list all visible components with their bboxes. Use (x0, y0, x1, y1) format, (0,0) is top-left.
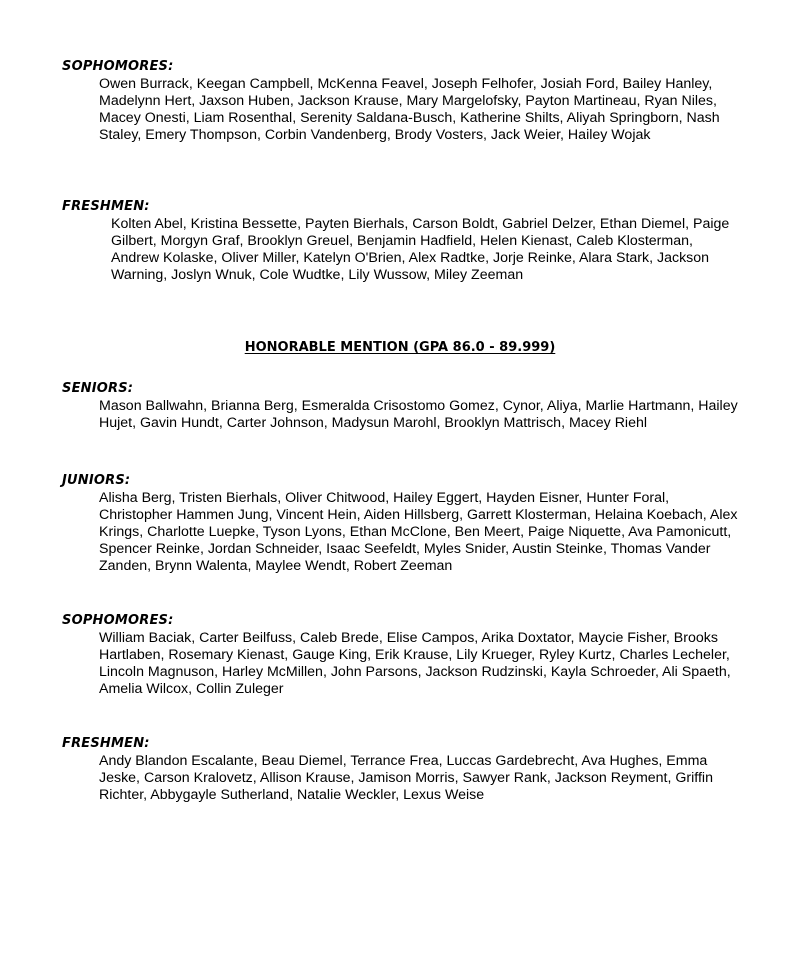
section-heading: FRESHMEN: (62, 199, 150, 214)
student-names-list: Kolten Abel, Kristina Bessette, Payten Bierhals, Carson Boldt, Gabriel Delzer, Ethan Diemel, Paige Gilbert, Morgyn Graf, Brooklyn Greuel, Benjamin Hadfield, Helen Kienast, Caleb Klosterman, Andrew Kolaske, Oliver Miller, Katelyn O'Brien, Alex Radtke, Jorje Reinke, Alara Stark, Jackson Warning, Joslyn Wnuk, Cole Wudtke, Lily Wussow, Miley Zeeman (111, 216, 730, 283)
sophomores-section (62, 613, 752, 698)
freshmen-section (62, 199, 752, 284)
section-heading: SENIORS: (62, 381, 134, 396)
student-names-list: Mason Ballwahn, Brianna Berg, Esmeralda Crisostomo Gomez, Cynor, Aliya, Marlie Hartmann, Hailey Hujet, Gavin Hundt, Carter Johnson, Madysun Marohl, Brooklyn Mattrisch, Macey Riehl (99, 398, 738, 431)
student-names-list: William Baciak, Carter Beilfuss, Caleb Brede, Elise Campos, Arika Doxtator, Maycie Fisher, Brooks Hartlaben, Rosemary Kienast, Gauge King, Erik Krause, Lily Krueger, Ryley Kurtz, Charles Lecheler, Lincoln Magnuson, Harley McMillen, John Parsons, Jackson Rudzinski, Kayla Schroeder, Ali Spaeth, Amelia Wilcox, Collin Zuleger (99, 630, 731, 697)
student-names-list: Owen Burrack, Keegan Campbell, McKenna Feavel, Joseph Felhofer, Josiah Ford, Bailey Hanley, Madelynn Hert, Jaxson Huben, Jackson Krause, Mary Margelofsky, Payton Martineau, Ryan Niles, Macey Onesti, Liam Rosenthal, Serenity Saldana-Busch, Katherine Shilts, Aliyah Springborn, Nash Staley, Emery Thompson, Corbin Vandenberg, Brody Vosters, Jack Weier, Hailey Wojak (99, 76, 720, 143)
student-names-list: Andy Blandon Escalante, Beau Diemel, Terrance Frea, Luccas Gardebrecht, Ava Hughes, Emma Jeske, Carson Kralovetz, Allison Krause, Jamison Morris, Sawyer Rank, Jackson Reyment, Griffin Richter, Abbygayle Sutherland, Natalie Weckler, Lexus Weise (99, 753, 713, 803)
freshmen-section (62, 736, 752, 804)
section-heading: SOPHOMORES: (62, 613, 174, 628)
honorable-mention-title (0, 340, 800, 356)
sophomores-section (62, 59, 752, 144)
juniors-section (62, 473, 752, 575)
student-names-list: Alisha Berg, Tristen Bierhals, Oliver Chitwood, Hailey Eggert, Hayden Eisner, Hunter Foral, Christopher Hammen Jung, Vincent Hein, Aiden Hillsberg, Garrett Klosterman, Helaina Koebach, Alex Krings, Charlotte Luepke, Tyson Lyons, Ethan McClone, Ben Meert, Paige Niquette, Ava Pamonicutt, Spencer Reinke, Jordan Schneider, Isaac Seefeldt, Myles Snider, Austin Steinke, Thomas Vander Zanden, Brynn Walenta, Maylee Wendt, Robert Zeeman (99, 490, 738, 574)
seniors-section (62, 381, 752, 432)
honorable-mention-title-text: HONORABLE MENTION (GPA 86.0 - 89.999) (244, 340, 556, 355)
section-heading: FRESHMEN: (62, 736, 150, 751)
section-heading: JUNIORS: (62, 473, 131, 488)
section-heading: SOPHOMORES: (62, 59, 174, 74)
